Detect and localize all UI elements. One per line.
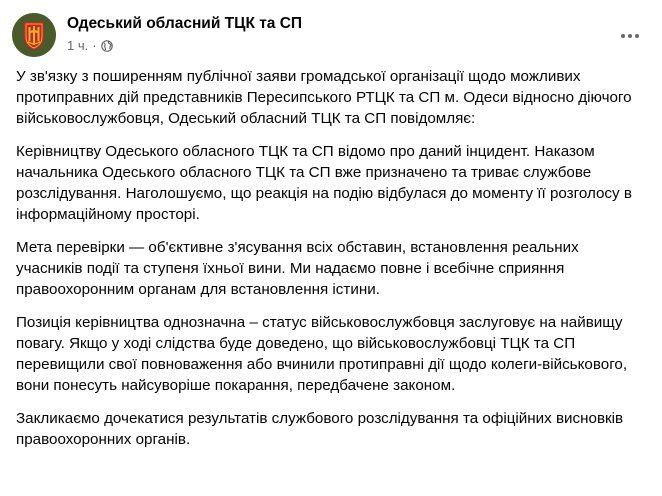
more-dots-icon [621,34,639,38]
emblem-icon [12,13,56,57]
post-paragraph: Позиція керівництва однозначна – статус військовослужбовця заслуговує на найвищу повагу. Якщо у ході слідства буде доведено, що військовослужбовці ТЦК та СП перевищили свої повноваження або вчинили протиправні дії щодо колеги-військового, вони понесуть найсуворіше покарання, передбачене законом. [16,314,628,394]
post-paragraph: Закликаємо дочекатися результатів службового розслідування та офіційних висновків правоохоронних органів. [16,410,624,448]
post-timestamp[interactable]: 1 ч. [67,38,89,53]
post-paragraph: Керівництву Одеського обласного ТЦК та СП відомо про даний інцидент. Наказом начальника Одеського обласного ТЦК та СП вже призначено та триває службове розслідування. Наголошуємо, що реакція на подію відбулася до моменту її розголосу в інформаційному просторі. [16,143,632,223]
meta-separator: · [92,38,97,53]
more-options-button[interactable] [612,18,648,54]
post-meta [67,38,113,53]
post-paragraph: У зв'язку з поширенням публічної заяви громадської організації щодо можливих протиправних дій представників Пересипського РТЦК та СП м. Одеси відносно діючого військовослужбовця, Одеський обласний ТЦК та СП повідомляє: [16,68,632,127]
post-header [12,12,650,58]
post-body [16,66,648,462]
author-name[interactable]: Одеський обласний ТЦК та СП [67,15,303,32]
avatar[interactable] [12,13,56,57]
post-paragraph: Мета перевірки — об'єктивне з'ясування всіх обставин, встановлення реальних учасників події та ступеня їхньої вини. Ми надаємо повне і всебічне сприяння правоохоронним органам для встановлення істини. [16,239,579,298]
globe-icon [101,40,113,52]
